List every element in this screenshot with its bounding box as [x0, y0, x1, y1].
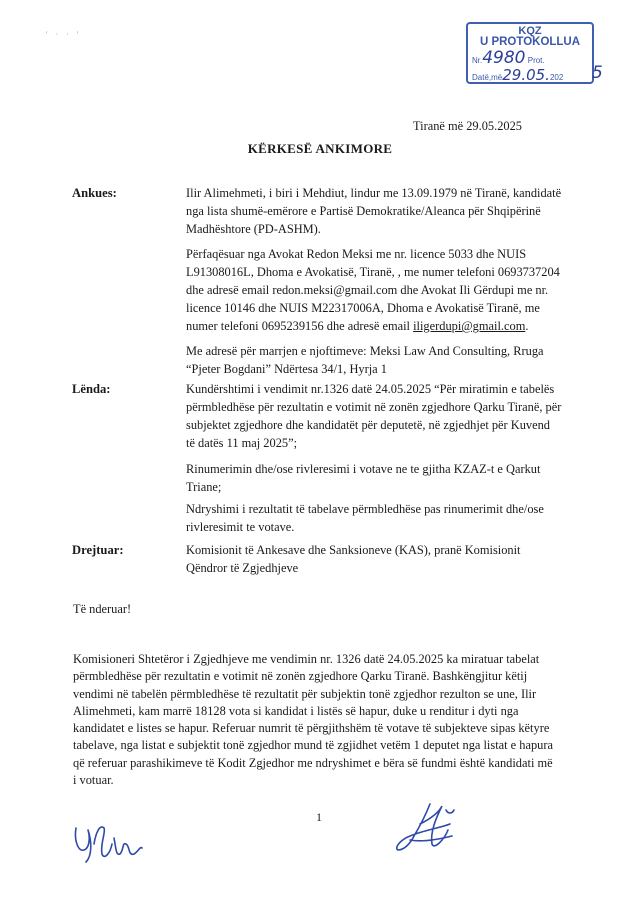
text-line: Ndryshimi i rezultatit të tabelave përmbledhëse pas rinumerimit dhe/ose [186, 502, 544, 516]
text-segment: . [525, 319, 529, 333]
drejtuar-label: Drejtuar: [72, 543, 124, 557]
ankues-paragraph-3 [186, 342, 566, 378]
page-number: 1 [316, 810, 322, 824]
text-line: i votuar. [73, 773, 114, 788]
text-line: Kundërshtimi i vendimit nr.1326 datë 24.05.2025 “Për miratimin e tabelës [186, 382, 555, 396]
text-line: licence 10146 dhe NUIS M22317006A, Dhoma e Avokatisë Tiranë, me [186, 301, 540, 315]
text-line: “Pjeter Bogdani” Ndërtesa 34/1, Hyrja 1 [186, 362, 387, 376]
text-line: Madhështore (PD-ASHM). [186, 222, 321, 236]
text-line: rivleresimit te votave. [186, 520, 295, 534]
stamp-prot-label: Prot. [527, 56, 545, 65]
ankues-label: Ankues: [72, 186, 117, 200]
text-line: dhe adresë email redon.meksi@gmail.com dhe Avokat Ili Gërdupi me nr. [186, 283, 549, 297]
signature-right [390, 800, 470, 856]
body-paragraph [73, 651, 565, 789]
greeting: Të nderuar! [73, 602, 132, 616]
ankues-paragraph-1 [186, 184, 566, 238]
drejtuar-paragraph [186, 541, 566, 577]
signature-left [70, 814, 150, 866]
text-line: të datës 11 maj 2025”; [186, 436, 298, 450]
text-line: Komisioneri Shtetëror i Zgjedhjeve me vendimin nr. 1326 datë 24.05.2025 ka miratuar tabelat [73, 652, 540, 666]
text-segment: numer telefoni 0695239156 dhe adresë email [186, 319, 414, 333]
stamp-org: KQZ [518, 25, 542, 37]
stamp-year: 202 [549, 73, 564, 82]
stamp-date-label: Datë,më [472, 73, 503, 82]
text-line: Përfaqësuar nga Avokat Redon Meksi me nr. licence 5033 dhe NUIS [186, 247, 527, 261]
text-line [186, 317, 566, 335]
stamp-date-row [472, 68, 563, 85]
email-link[interactable]: iligerdupi@gmail.com [413, 319, 526, 333]
ankues-paragraph-2 [186, 245, 566, 335]
document-date: Tiranë më 29.05.2025 [413, 119, 522, 133]
lenda-paragraph-3 [186, 500, 566, 536]
text-line: nga lista shumë-emërore e Partisë Demokratike/Aleanca për Shqipërinë [186, 204, 541, 218]
text-line: Rinumerimin dhe/ose rivleresimi i votave ne te gjitha KZAZ-t e Qarkut [186, 462, 541, 476]
text-line: Alimehmeti, kam marrë 18128 vota si kandidat i listës së hapur, duke u renditur i dyti nga [73, 703, 519, 718]
registration-stamp [466, 22, 594, 84]
text-line: Qëndror të Zgjedhjeve [186, 561, 299, 575]
text-line: kandidatet e listes se hapur. Referuar numrit të përgjithshëm të votave të subjekteve sipas këtyre [73, 721, 550, 736]
stamp-year-handwritten: 5 [592, 63, 603, 83]
text-line: Me adresë për marrjen e njoftimeve: Meksi Law And Consulting, Rruga [186, 344, 544, 358]
stamp-date-value: 29.05. [502, 66, 550, 84]
stamp-nr-value: 4980 [482, 48, 526, 68]
text-line: Komisionit të Ankesave dhe Sanksioneve (KAS), pranë Komisionit [186, 543, 521, 557]
scan-specks: ' · · ' [46, 30, 82, 39]
text-line: që referuar parashikimeve të Kodit Zgjedhor me ndryshimet e bëra së fundmi është kandidati më [73, 755, 553, 770]
lenda-label: Lënda: [72, 382, 111, 396]
text-line: vendimi në tabelën përmbledhëse të rezultatit për subjektin tonë zgjedhor rezulton se une, Ilir [73, 686, 537, 701]
text-line: Ilir Alimehmeti, i biri i Mehdiut, lindur me 13.09.1979 në Tiranë, kandidatë [186, 186, 562, 200]
lenda-paragraph-1 [186, 380, 566, 452]
text-line: përmbledhëse për rezultatin e votimit në zonën zgjedhore Qarku Tiranë. Bashkëngjitur këtij [73, 669, 528, 684]
lenda-paragraph-2 [186, 460, 566, 496]
text-line: përmbledhëse për rezultatin e votimit në zonën zgjedhore Qarku Tiranë, për [186, 400, 562, 414]
text-line: subjektet zgjedhore dhe kandidatët për deputetë, në zgjedhjet për Kuvend [186, 418, 551, 432]
document-title: KËRKESË ANKIMORE [247, 141, 393, 156]
text-line: L91308016L, Dhoma e Avokatisë, Tiranë, , me numer telefoni 0693737204 [186, 265, 560, 279]
text-line: tabelave, nga listat e subjektit tonë zgjedhor mund të zgjidhet vetëm 1 deputet nga listat e hapura [73, 738, 553, 753]
stamp-nr-label: Nr. [472, 56, 483, 65]
stamp-title: U PROTOKOLLUA [479, 36, 581, 48]
text-line: Triane; [186, 480, 222, 494]
